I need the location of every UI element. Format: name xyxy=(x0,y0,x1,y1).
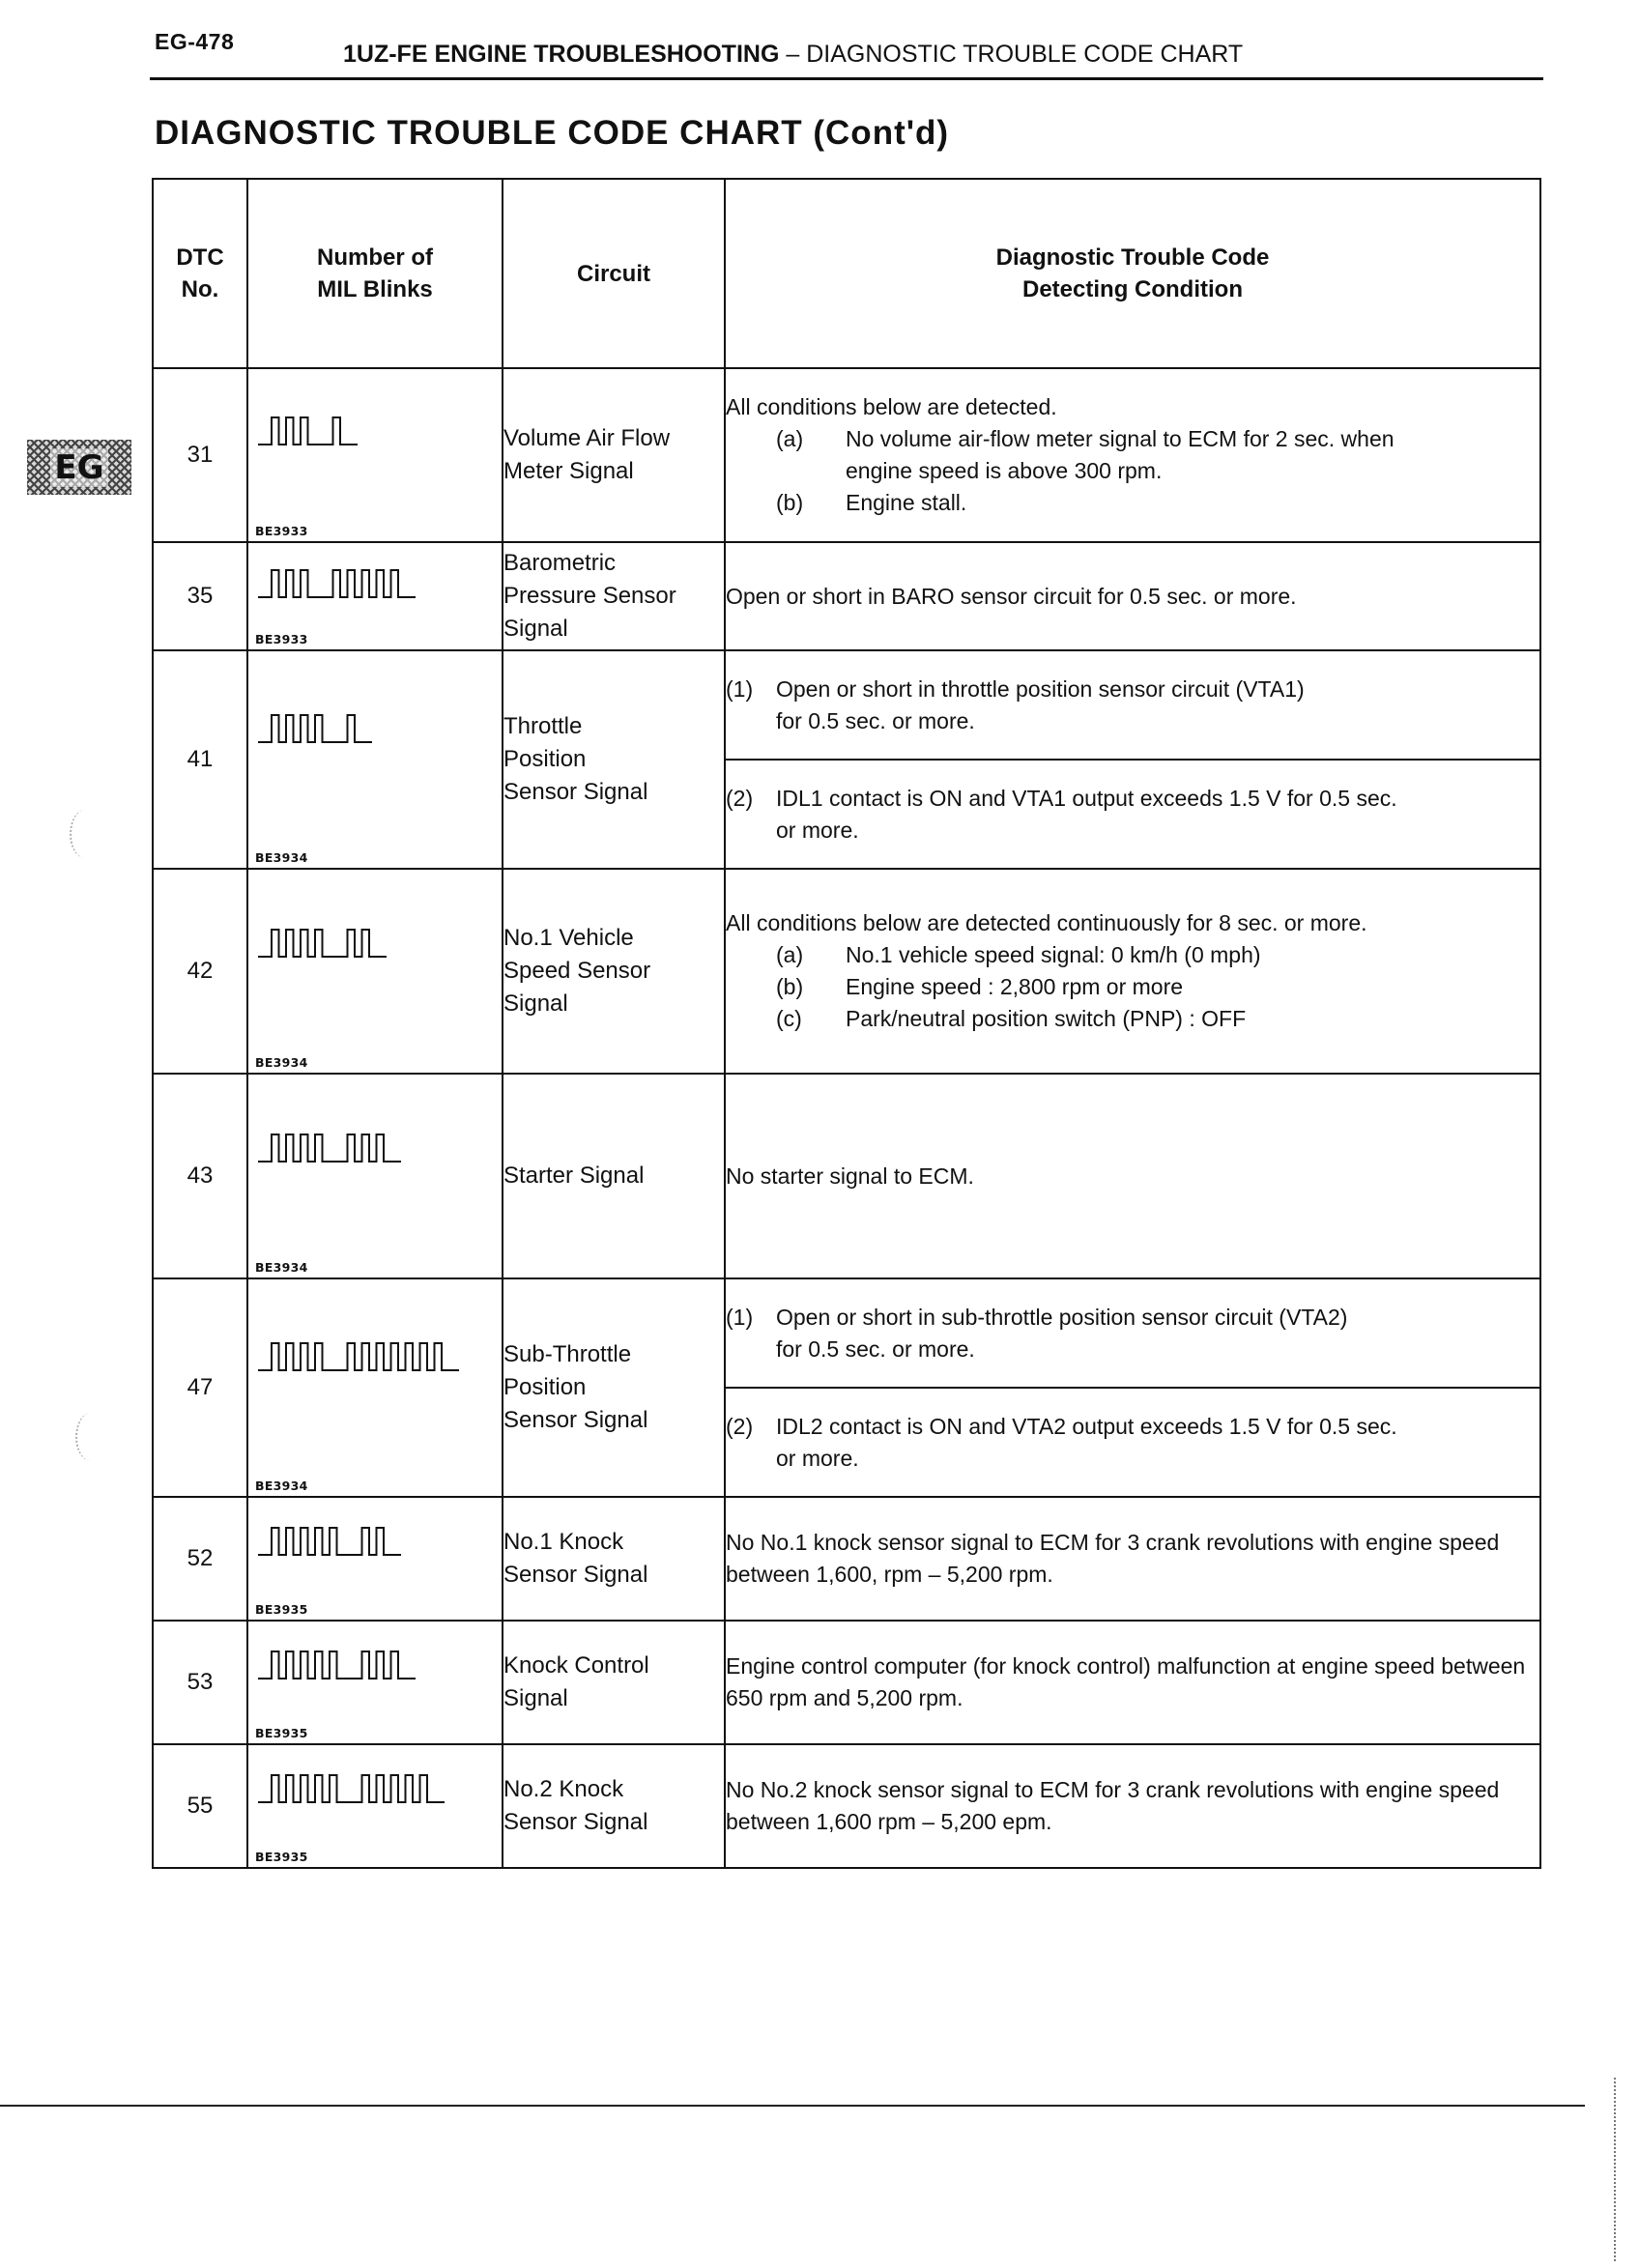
mil-blink-pattern xyxy=(247,869,503,1074)
condition-text xyxy=(846,423,1539,487)
condition-text xyxy=(776,783,1539,847)
condition-number: (2) xyxy=(726,1413,754,1439)
circuit-name-line: Pressure Sensor xyxy=(503,583,676,609)
circuit-name-line: Sensor Signal xyxy=(503,1809,648,1835)
circuit-name-line: Volume Air Flow xyxy=(503,425,671,451)
circuit-name-line: Sensor Signal xyxy=(503,1562,648,1588)
dtc-table xyxy=(152,178,1541,1869)
circuit-name-line: No.1 Knock xyxy=(503,1529,624,1555)
condition-text-line: Open or short in throttle position sensor circuit (VTA1) xyxy=(776,675,1305,702)
blink-waveform-icon xyxy=(256,709,498,748)
condition-text xyxy=(776,1302,1539,1365)
header-circuit: Circuit xyxy=(503,179,725,368)
dtc-number: 52 xyxy=(153,1497,247,1621)
blink-waveform-icon xyxy=(256,1129,498,1167)
mil-blink-pattern xyxy=(247,1074,503,1278)
circuit-name-line: Signal xyxy=(503,990,568,1017)
blink-waveform-path xyxy=(258,1775,445,1802)
table-row-dtc-31 xyxy=(153,368,1540,542)
dtc-number: 55 xyxy=(153,1744,247,1868)
condition-text-line: for 0.5 sec. or more. xyxy=(776,707,975,733)
condition-text-line: IDL2 contact is ON and VTA2 output exceeds 1.5 V for 0.5 sec. xyxy=(776,1413,1397,1439)
table-row-dtc-53 xyxy=(153,1621,1540,1744)
circuit-name xyxy=(503,1074,725,1278)
detecting-condition xyxy=(725,368,1540,542)
condition-text-line: Open or short in sub-throttle position sensor circuit (VTA2) xyxy=(776,1304,1348,1330)
side-tab-label: EG xyxy=(50,448,107,487)
table-row-dtc-52 xyxy=(153,1497,1540,1621)
blink-waveform-path xyxy=(258,930,387,957)
binder-hole-mark xyxy=(70,810,101,858)
running-header xyxy=(343,41,1243,69)
blink-waveform-path xyxy=(258,1134,401,1162)
figure-code: BE3933 xyxy=(255,524,308,538)
detecting-condition xyxy=(725,542,1540,650)
figure-code: BE3934 xyxy=(255,1260,308,1275)
condition-intro: Open or short in BARO sensor circuit for 0.5 sec. or more. xyxy=(726,583,1297,609)
detecting-condition xyxy=(725,1497,1540,1621)
circuit-name-line: Barometric xyxy=(503,550,617,576)
condition-intro: No starter signal to ECM. xyxy=(726,1163,974,1189)
condition-text-line: for 0.5 sec. or more. xyxy=(776,1335,975,1362)
mil-blink-pattern xyxy=(247,1621,503,1744)
figure-code: BE3934 xyxy=(255,1479,308,1493)
blink-waveform-icon xyxy=(256,924,498,962)
running-header-rest: DIAGNOSTIC TROUBLE CODE CHART xyxy=(806,41,1244,68)
header-detecting-condition: Diagnostic Trouble Code Detecting Condition xyxy=(725,179,1540,368)
dtc-number: 35 xyxy=(153,542,247,650)
condition-label: (b) xyxy=(776,490,804,515)
condition-intro: No No.2 knock sensor signal to ECM for 3 crank revolutions with engine speed between 1,600 rpm – 5,200 epm. xyxy=(726,1777,1500,1834)
condition-text-line: or more. xyxy=(776,1445,859,1471)
circuit-name xyxy=(503,1621,725,1744)
condition-intro: No No.1 knock sensor signal to ECM for 3 crank revolutions with engine speed between 1,600, rpm – 5,200 rpm. xyxy=(726,1530,1500,1587)
circuit-name xyxy=(503,1744,725,1868)
figure-code: BE3933 xyxy=(255,632,308,646)
condition-item xyxy=(726,487,1539,519)
condition-text-line: No volume air-flow meter signal to ECM for 2 sec. when xyxy=(846,426,1395,451)
detecting-condition xyxy=(725,1278,1540,1388)
circuit-name-line: Sub-Throttle xyxy=(503,1341,632,1367)
circuit-name-line: Position xyxy=(503,746,587,772)
condition-intro: All conditions below are detected continuously for 8 sec. or more. xyxy=(726,910,1367,935)
dtc-number: 42 xyxy=(153,869,247,1074)
header-rule xyxy=(150,77,1543,80)
condition-item xyxy=(726,939,1539,971)
figure-code: BE3935 xyxy=(255,1850,308,1864)
table-row-dtc-43 xyxy=(153,1074,1540,1278)
table-row-dtc-47 xyxy=(153,1278,1540,1388)
table-row-dtc-55 xyxy=(153,1744,1540,1868)
section-title: DIAGNOSTIC TROUBLE CODE CHART (Cont'd) xyxy=(155,114,950,152)
circuit-name xyxy=(503,1278,725,1497)
condition-text-line: Park/neutral position switch (PNP) : OFF xyxy=(846,1006,1247,1031)
blink-waveform-icon xyxy=(256,412,498,450)
condition-intro: Engine control computer (for knock control) malfunction at engine speed between 650 rpm and 5,200 rpm. xyxy=(726,1653,1526,1710)
detecting-condition xyxy=(725,1621,1540,1744)
circuit-name-line: Signal xyxy=(503,1685,568,1711)
detecting-condition xyxy=(725,650,1540,760)
condition-item xyxy=(726,674,1539,737)
circuit-name-line: Starter Signal xyxy=(503,1163,645,1189)
condition-label: (a) xyxy=(776,942,804,967)
condition-text xyxy=(776,674,1539,737)
condition-label: (a) xyxy=(776,426,804,451)
condition-number: (1) xyxy=(726,1304,754,1330)
condition-text-line: No.1 vehicle speed signal: 0 km/h (0 mph) xyxy=(846,942,1261,967)
blink-waveform-path xyxy=(258,1651,416,1679)
mil-blink-pattern xyxy=(247,650,503,869)
condition-label: (b) xyxy=(776,974,804,999)
dtc-number: 41 xyxy=(153,650,247,869)
mil-blink-pattern xyxy=(247,1744,503,1868)
mil-blink-pattern xyxy=(247,368,503,542)
table-row-dtc-42 xyxy=(153,869,1540,1074)
condition-text-line: Engine stall. xyxy=(846,490,967,515)
blink-waveform-icon xyxy=(256,1337,498,1376)
condition-item xyxy=(726,1003,1539,1035)
blink-waveform-path xyxy=(258,570,416,597)
condition-text-line: or more. xyxy=(776,817,859,843)
circuit-name xyxy=(503,1497,725,1621)
table-row-dtc-35 xyxy=(153,542,1540,650)
circuit-name-line: Meter Signal xyxy=(503,458,634,484)
figure-code: BE3935 xyxy=(255,1726,308,1740)
detecting-condition xyxy=(725,869,1540,1074)
condition-text xyxy=(846,487,1539,519)
header-mil-blinks: Number of MIL Blinks xyxy=(247,179,503,368)
condition-text-line: IDL1 contact is ON and VTA1 output exceeds 1.5 V for 0.5 sec. xyxy=(776,785,1397,811)
blink-waveform-path xyxy=(258,1528,401,1555)
mil-blink-pattern xyxy=(247,1497,503,1621)
circuit-name xyxy=(503,542,725,650)
circuit-name-line: Knock Control xyxy=(503,1652,649,1679)
page-edge-dots xyxy=(1614,2078,1616,2261)
detecting-condition xyxy=(725,760,1540,869)
dtc-number: 47 xyxy=(153,1278,247,1497)
figure-code: BE3934 xyxy=(255,850,308,865)
circuit-name xyxy=(503,368,725,542)
circuit-name-line: Speed Sensor xyxy=(503,958,651,984)
circuit-name-line: Sensor Signal xyxy=(503,779,648,805)
side-tab-eg xyxy=(27,440,131,495)
blink-waveform-path xyxy=(258,715,372,742)
condition-text-line: Engine speed : 2,800 rpm or more xyxy=(846,974,1184,999)
condition-number: (1) xyxy=(726,675,754,702)
circuit-name-line: Throttle xyxy=(503,713,583,739)
condition-text xyxy=(776,1411,1539,1475)
condition-text xyxy=(846,1003,1539,1035)
dtc-number: 31 xyxy=(153,368,247,542)
running-header-bold: 1UZ-FE ENGINE TROUBLESHOOTING xyxy=(343,41,780,68)
condition-text xyxy=(846,971,1539,1003)
dtc-number: 43 xyxy=(153,1074,247,1278)
circuit-name xyxy=(503,869,725,1074)
condition-text xyxy=(846,939,1539,971)
binder-hole-mark xyxy=(75,1413,106,1461)
condition-intro: All conditions below are detected. xyxy=(726,394,1057,419)
circuit-name-line: Signal xyxy=(503,616,568,642)
blink-waveform-path xyxy=(258,417,358,445)
condition-item xyxy=(726,423,1539,487)
circuit-name-line: No.2 Knock xyxy=(503,1776,624,1802)
table-row-dtc-41 xyxy=(153,650,1540,760)
footer-rule xyxy=(0,2105,1585,2107)
blink-waveform-icon xyxy=(256,1646,498,1684)
blink-waveform-path xyxy=(258,1343,459,1370)
mil-blink-pattern xyxy=(247,542,503,650)
detecting-condition xyxy=(725,1744,1540,1868)
circuit-name-line: Position xyxy=(503,1374,587,1400)
dtc-number: 53 xyxy=(153,1621,247,1744)
figure-code: BE3935 xyxy=(255,1602,308,1617)
table-header-row xyxy=(153,179,1540,368)
circuit-name-line: Sensor Signal xyxy=(503,1407,648,1433)
condition-item xyxy=(726,971,1539,1003)
detecting-condition xyxy=(725,1074,1540,1278)
blink-waveform-icon xyxy=(256,564,498,603)
condition-item xyxy=(726,1302,1539,1365)
circuit-name-line: No.1 Vehicle xyxy=(503,925,634,951)
blink-waveform-icon xyxy=(256,1522,498,1561)
condition-item xyxy=(726,783,1539,847)
mil-blink-pattern xyxy=(247,1278,503,1497)
condition-item xyxy=(726,1411,1539,1475)
detecting-condition xyxy=(725,1388,1540,1497)
blink-waveform-icon xyxy=(256,1769,498,1808)
condition-text-line: engine speed is above 300 rpm. xyxy=(846,458,1163,483)
condition-label: (c) xyxy=(776,1006,802,1031)
running-header-separator: – xyxy=(779,41,807,68)
figure-code: BE3934 xyxy=(255,1055,308,1070)
condition-number: (2) xyxy=(726,785,754,811)
header-dtc-no: DTC No. xyxy=(153,179,247,368)
page-number: EG-478 xyxy=(155,29,235,54)
circuit-name xyxy=(503,650,725,869)
